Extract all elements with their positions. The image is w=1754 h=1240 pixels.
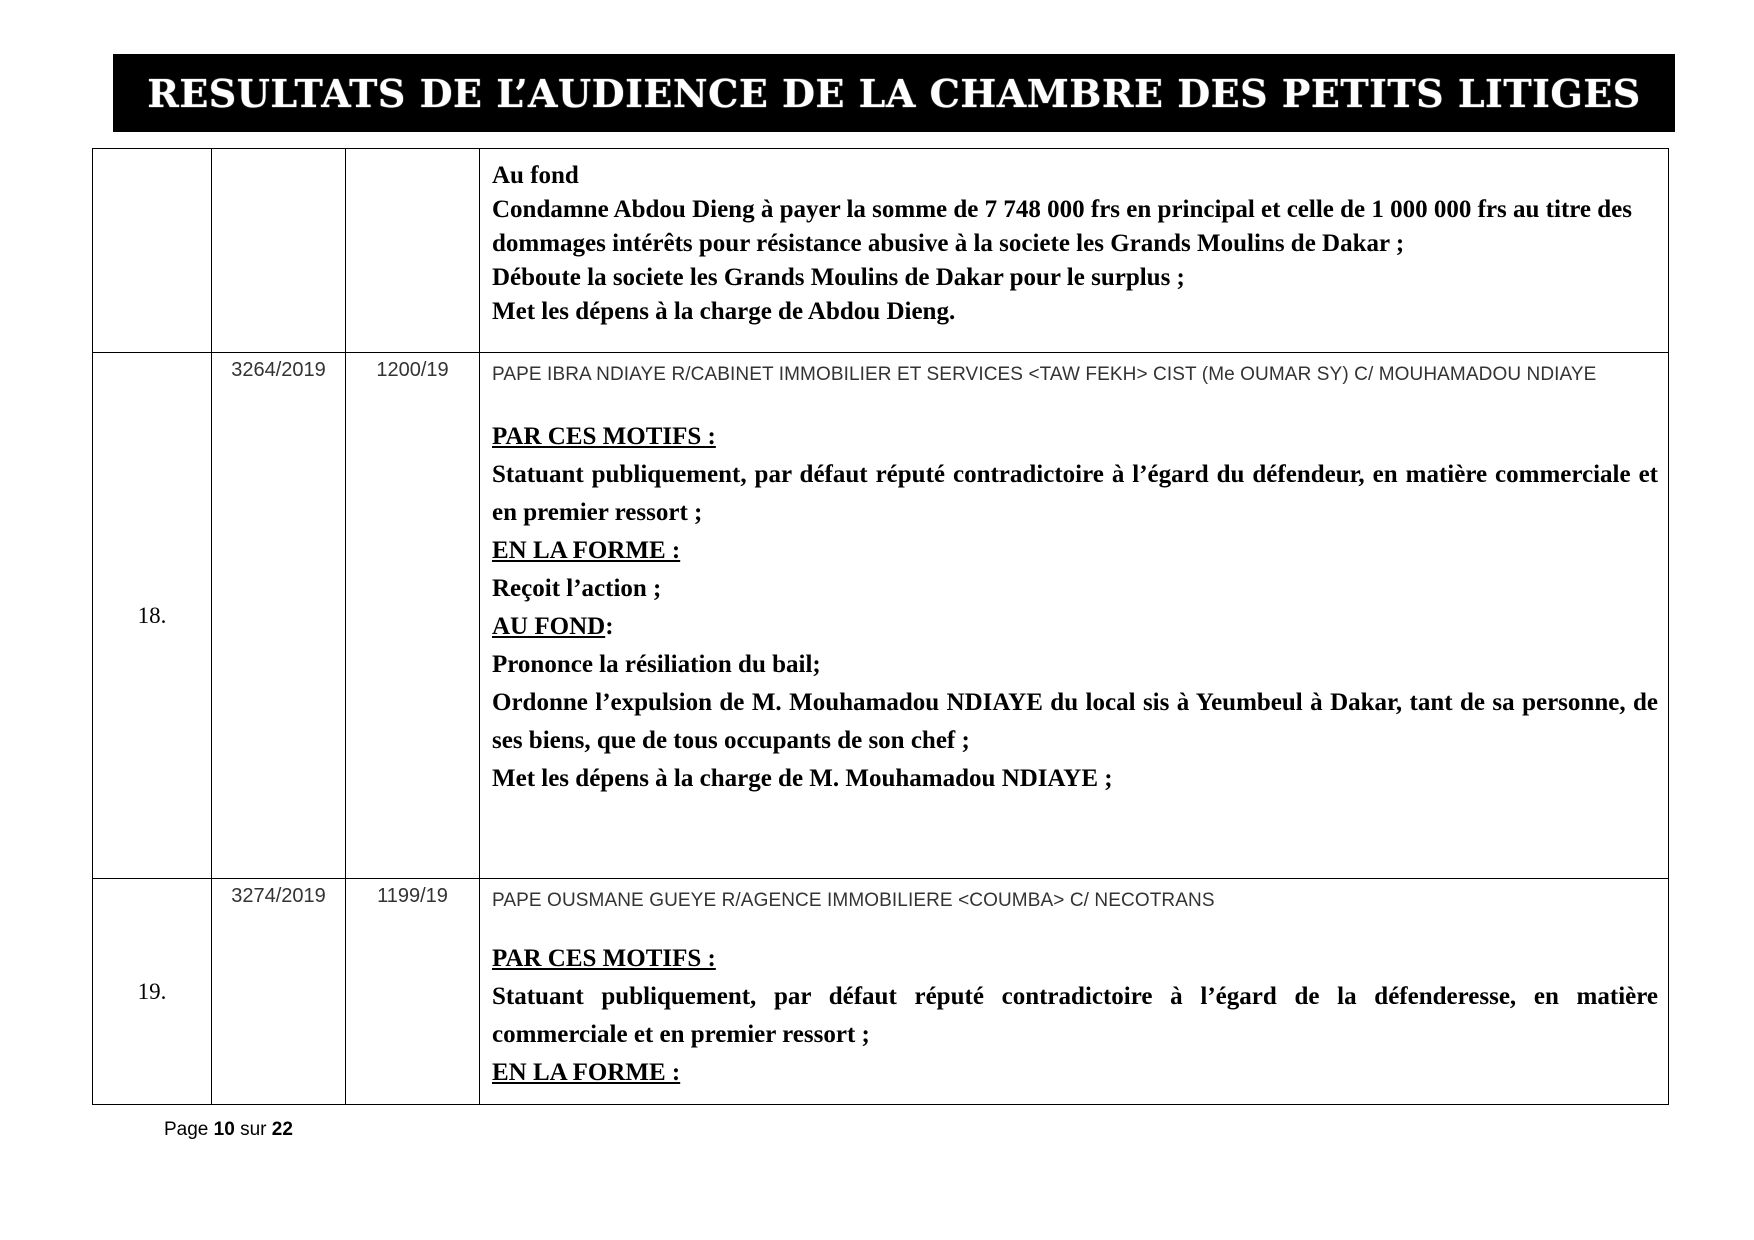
fond-line: Ordonne l’expulsion de M. Mouhamadou NDIAYE du local sis à Yeumbeul à Dakar, tant de sa personne, de ses biens, que de tous occupants de son chef ;	[492, 689, 1658, 754]
heading-motifs: PAR CES MOTIFS :	[492, 945, 716, 972]
fond-line: Prononce la résiliation du bail;	[492, 651, 821, 678]
judgment-cell	[346, 149, 480, 353]
heading-fond: AU FOND	[492, 613, 606, 640]
page-separator: sur	[240, 1119, 267, 1140]
case-dispositif	[492, 418, 1658, 798]
table-row-continuation	[93, 149, 1669, 353]
continuation-text	[492, 155, 1658, 329]
page-footer	[164, 1119, 293, 1141]
heading-fond-line	[492, 608, 1658, 646]
heading-fond-colon: :	[605, 613, 614, 640]
case-parties: PAPE IBRA NDIAYE R/CABINET IMMOBILIER ET SERVICES <TAW FEKH> CIST (Me OUMAR SY) C/ MOUHAMADOU NDIAYE	[492, 364, 1597, 385]
heading-motifs: PAR CES MOTIFS :	[492, 423, 716, 450]
continuation-line: Condamne Abdou Dieng à payer la somme de 7 748 000 frs en principal et celle de 1 000 000 frs au titre des dommages intérêts pour résistance abusive à la societe les Grands Moulins de Dakar ;	[492, 196, 1633, 257]
judgment-number: 1199/19	[346, 879, 480, 1105]
case-number: 19.	[93, 879, 212, 1105]
fond-line: Met les dépens à la charge de M. Mouhamadou NDIAYE ;	[492, 765, 1113, 792]
number-cell	[93, 149, 212, 353]
judgment-number: 1200/19	[346, 353, 480, 879]
case-parties: PAPE OUSMANE GUEYE R/AGENCE IMMOBILIERE <COUMBA> C/ NECOTRANS	[492, 890, 1215, 911]
heading-forme: EN LA FORME :	[492, 537, 681, 564]
rg-number: 3274/2019	[212, 879, 346, 1105]
page-header-banner	[113, 54, 1675, 132]
case-dispositif	[492, 940, 1658, 1092]
decision-cell	[480, 879, 1669, 1105]
page-total: 22	[271, 1119, 293, 1140]
results-table	[92, 148, 1669, 1105]
statuant-text: Statuant publiquement, par défaut réputé contradictoire à l’égard du défendeur, en matière commerciale et en premier ressort ;	[492, 461, 1658, 526]
continuation-line: Met les dépens à la charge de Abdou Dieng.	[492, 298, 956, 325]
forme-text: Reçoit l’action ;	[492, 575, 662, 602]
rg-number: 3264/2019	[212, 353, 346, 879]
table-row	[93, 353, 1669, 879]
decision-cell	[480, 353, 1669, 879]
rg-cell	[212, 149, 346, 353]
case-number: 18.	[93, 353, 212, 879]
continuation-line: Déboute la societe les Grands Moulins de Dakar pour le surplus ;	[492, 264, 1185, 291]
page-current: 10	[213, 1119, 235, 1140]
heading-forme: EN LA FORME :	[492, 1059, 681, 1086]
continuation-line: Au fond	[492, 162, 579, 189]
decision-cell	[480, 149, 1669, 353]
page-title: RESULTATS DE L’AUDIENCE DE LA CHAMBRE DES PETITS LITIGES	[147, 70, 1641, 116]
statuant-text: Statuant publiquement, par défaut réputé contradictoire à l’égard de la défenderesse, en matière commerciale et en premier ressort ;	[492, 983, 1658, 1048]
table-row	[93, 879, 1669, 1105]
page-label: Page	[164, 1119, 209, 1140]
